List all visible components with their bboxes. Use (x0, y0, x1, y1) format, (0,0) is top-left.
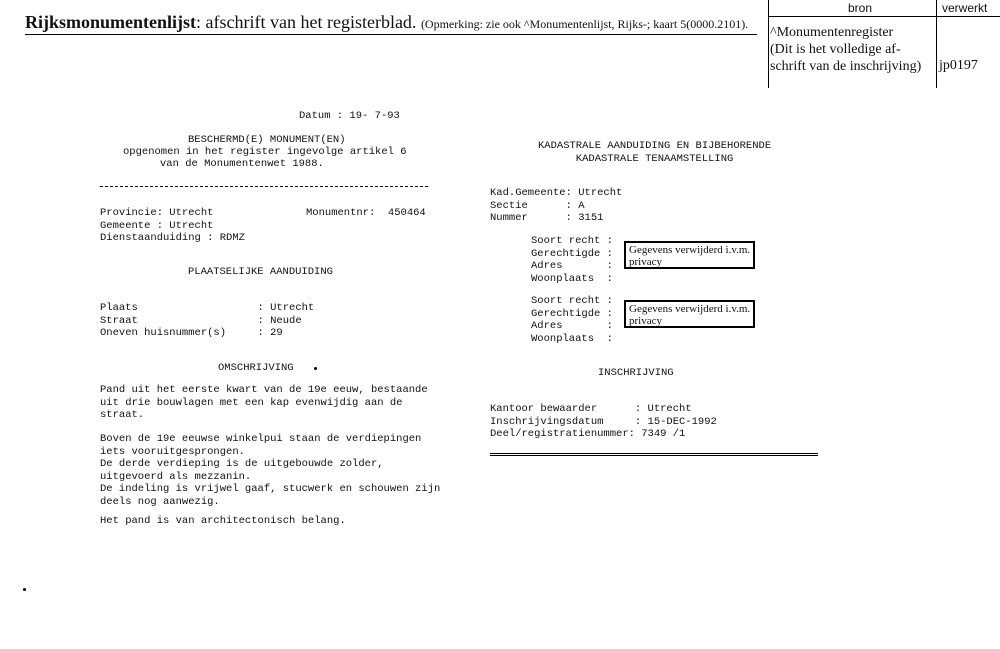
speck-mark (314, 367, 317, 370)
double-rule (490, 453, 818, 456)
owner-block-2: Soort recht : Gerechtigde : Adres : Woonplaats : (531, 295, 613, 345)
kadastrale-block: Kad.Gemeente: Utrecht Sectie : A Nummer : 3151 (490, 187, 623, 224)
monument-number: Monumentnr: 450464 (306, 207, 426, 219)
plaatselijke-block: Plaats : Utrecht Straat : Neude Oneven huisnummer(s) : 29 (100, 302, 315, 339)
header-title (25, 12, 748, 33)
header-title-rest: : afschrift van het registerblad. (196, 12, 417, 32)
omschrijving-paragraph-3: Het pand is van architectonisch belang. (100, 515, 346, 527)
column-header-bron: bron (848, 1, 873, 15)
inschrijving-title: INSCHRIJVING (598, 367, 674, 379)
dashed-divider (100, 186, 428, 187)
location-block: Provincie: Utrecht Gemeente : Utrecht Dienstaanduiding : RDMZ (100, 207, 245, 244)
verwerkt-cell-text: jp0197 (939, 58, 978, 73)
owner-block-1: Soort recht : Gerechtigde : Adres : Woonplaats : (531, 235, 613, 285)
omschrijving-paragraph-2: Boven de 19e eeuwse winkelpui staan de verdiepingen iets vooruitgesprongen. De derde verdieping is de uitgebouwde zolder, uitgevoerd als mezzanin. De indeling is vrijwel gaaf, stucwerk en schouwen zijn deels nog aanwezig. (100, 433, 441, 508)
header-rule (25, 34, 757, 35)
heading-line-2: opgenomen in het register ingevolge artikel 6 (123, 146, 407, 158)
column-header-verwerkt: verwerkt (942, 1, 988, 15)
table-column-divider (936, 0, 937, 88)
datum-line: Datum : 19- 7-93 (299, 110, 400, 122)
redaction-box-1: Gegevens verwijderd i.v.m. privacy (624, 241, 755, 269)
source-table (768, 0, 1000, 88)
table-header-rule (768, 16, 1000, 17)
header-title-bold: Rijksmonumentenlijst (25, 12, 197, 32)
redaction-box-2: Gegevens verwijderd i.v.m. privacy (624, 300, 755, 328)
heading-line-3: van de Monumentenwet 1988. (160, 158, 324, 170)
table-border-left (768, 0, 769, 88)
plaatselijke-title: PLAATSELIJKE AANDUIDING (188, 266, 333, 278)
kadastrale-title: KADASTRALE AANDUIDING EN BIJBEHORENDE KADASTRALE TENAAMSTELLING (538, 140, 772, 165)
bron-cell-text: ^Monumentenregister (Dit is het volledige af- schrift van de inschrijving) (770, 25, 922, 74)
header-note: (Opmerking: zie ook ^Monumentenlijst, Rijks-; kaart 5(0000.2101). (420, 17, 749, 31)
speck-mark (23, 588, 26, 591)
inschrijving-block: Kantoor bewaarder : Utrecht Inschrijvingsdatum : 15-DEC-1992 Deel/registratienummer: 7349 /1 (490, 403, 717, 440)
heading-line-1: BESCHERMD(E) MONUMENT(EN) (188, 134, 346, 146)
omschrijving-paragraph-1: Pand uit het eerste kwart van de 19e eeuw, bestaande uit drie bouwlagen met een kap evenwijdig aan de straat. (100, 384, 428, 421)
omschrijving-title: OMSCHRIJVING (218, 362, 294, 374)
